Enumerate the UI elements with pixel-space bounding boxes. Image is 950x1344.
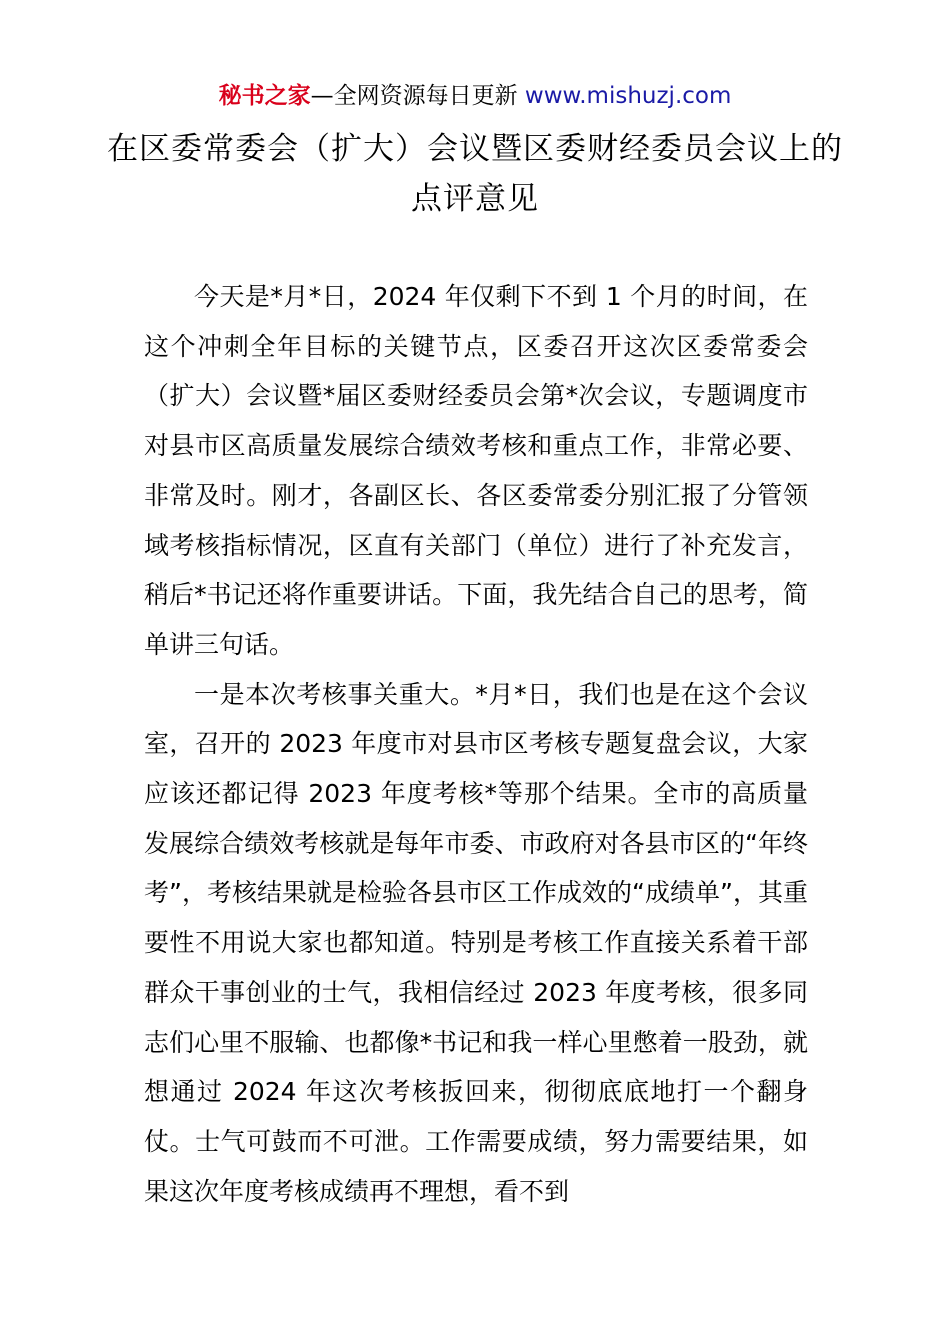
document-title: 在区委常委会（扩大）会议暨区委财经委员会议上的点评意见 <box>107 131 843 217</box>
document-body <box>144 272 808 1216</box>
site-header <box>0 80 950 112</box>
site-brand: 秘书之家 <box>218 83 311 109</box>
paragraph-2: 一是本次考核事关重大。*月*日，我们也是在这个会议室，召开的 2023 年度市对县市区考核专题复盘会议，大家应该还都记得 2023 年度考核*等那个结果。全市的高质量发展综合绩效考核就是每年市委、市政府对各县市区的“年终考”，考核结果就是检验各县市区工作成效的“成绩单”，其重要性不用说大家也都知道。特别是考核工作直接关系着干部群众干事创业的士气，我相信经过 2023 年度考核，很多同志们心里不服输、也都像*书记和我一样心里憋着一股劲，就想通过 2024 年这次考核扳回来，彻彻底底地打一个翻身仗。士气可鼓而不可泄。工作需要成绩，努力需要结果，如果这次年度考核成绩再不理想，看不到 <box>144 679 808 1206</box>
paragraph-1: 今天是*月*日，2024 年仅剩下不到 1 个月的时间，在这个冲刺全年目标的关键节点，区委召开这次区委常委会（扩大）会议暨*届区委财经委员会第*次会议，专题调度市对县市区高质量发展综合绩效考核和重点工作，非常必要、非常及时。刚才，各副区长、各区委常委分别汇报了分管领域考核指标情况，区直有关部门（单位）进行了补充发言，稍后*书记还将作重要讲话。下面，我先结合自己的思考，简单讲三句话。 <box>144 282 808 659</box>
site-tagline: —全网资源每日更新 <box>310 83 525 109</box>
site-url-link[interactable]: www.mishuzj.com <box>524 83 732 109</box>
